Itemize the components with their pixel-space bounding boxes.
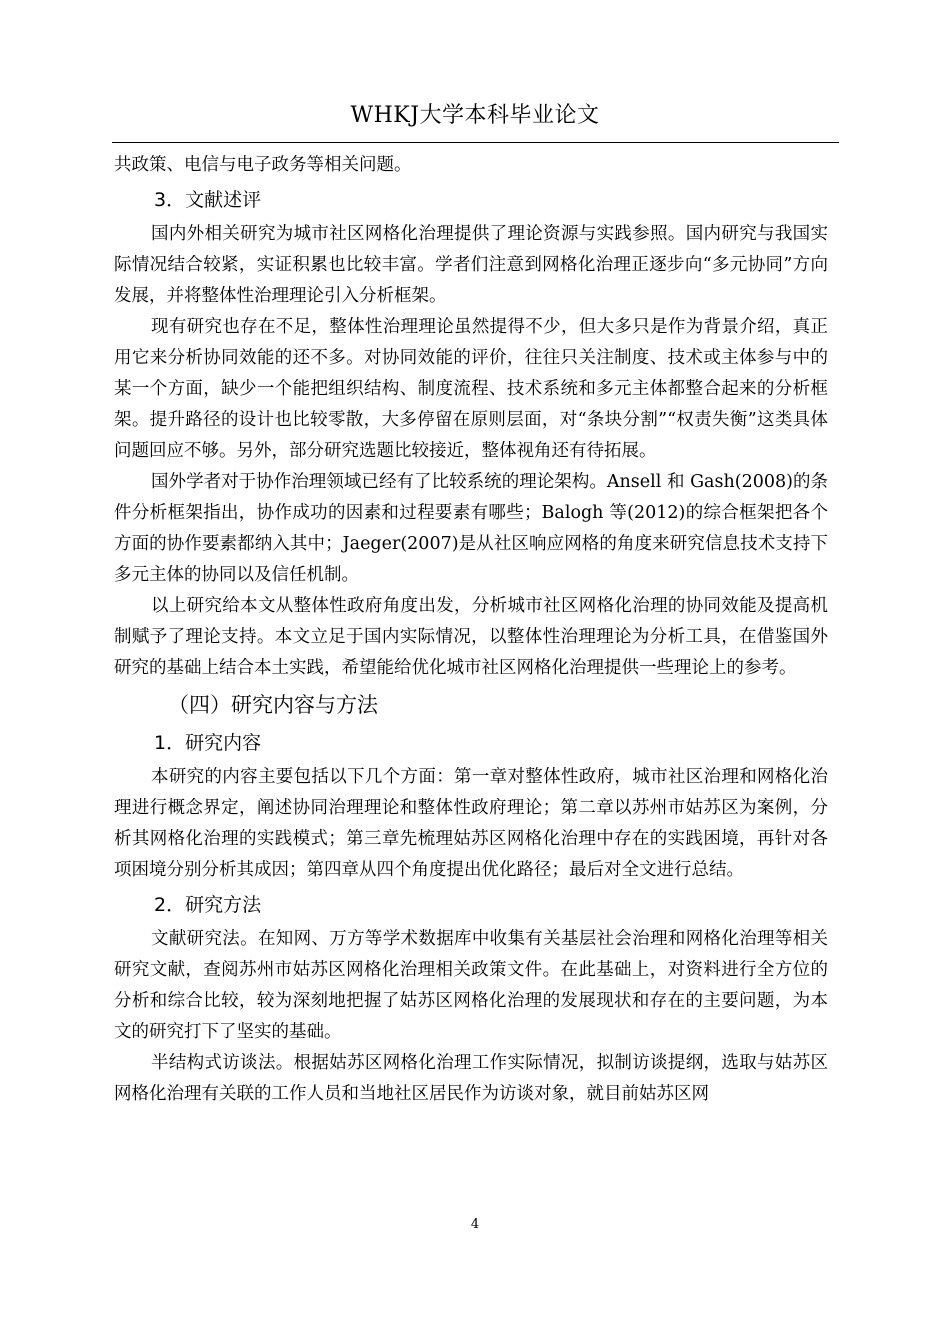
paragraph: 文献研究法。在知网、万方等学术数据库中收集有关基层社会治理和网格化治理等相关研究文献，查阅苏州市姑苏区网格化治理相关政策文件。在此基础上，对资料进行全方位的分析和综合比较，较为深刻地把握了姑苏区网格化治理的发展现状和存在的主要问题，为本文的研究打下了坚实的基础。 [114,929,828,1042]
running-header: WHKJ大学本科毕业论文 [350,103,600,128]
paragraph: 半结构式访谈法。根据姑苏区网格化治理工作实际情况，拟制访谈提纲，选取与姑苏区网格化治理有关联的工作人员和当地社区居民作为访谈对象，就目前姑苏区网 [114,1053,828,1104]
paragraph: 国外学者对于协作治理领域已经有了比较系统的理论架构。Ansell 和 Gash(2008)的条件分析框架指出，协作成功的因素和过程要素有哪些；Balogh 等(2012)的综合框架把各个方面的协作要素都纳入其中；Jaeger(2007)是从社区响应网格的角度来研究信息技术支持下多元主体的协同以及信任机制。 [114,472,828,585]
paragraph: 现有研究也存在不足，整体性治理理论虽然提得不少，但大多只是作为背景介绍，真正用它来分析协同效能的还不多。对协同效能的评价，往往只关注制度、技术或主体参与中的某一个方面，缺少一个能把组织结构、制度流程、技术系统和多元主体都整合起来的分析框架。提升路径的设计也比较零散，大多停留在原则层面，对“条块分割”“权责失衡”这类具体问题回应不够。另外，部分研究选题比较接近，整体视角还有待拓展。 [114,317,828,461]
paragraph: 以上研究给本文从整体性政府角度出发，分析城市社区网格化治理的协同效能及提高机制赋予了理论支持。本文立足于国内实际情况，以整体性治理理论为分析工具，在借鉴国外研究的基础上结合本土实践，希望能给优化城市社区网格化治理提供一些理论上的参考。 [114,596,828,678]
paragraph: 国内外相关研究为城市社区网格化治理提供了理论资源与实践参照。国内研究与我国实际情况结合较紧，实证积累也比较丰富。学者们注意到网格化治理正逐步向“多元协同”方向发展，并将整体性治理理论引入分析框架。 [114,224,828,306]
paragraph-continued: 共政策、电信与电子政务等相关问题。 [114,155,412,175]
body-text [114,150,828,1110]
page-number: 4 [470,1217,480,1232]
subsection-heading-research-content: 1．研究内容 [154,732,262,754]
subsection-heading-research-methods: 2．研究方法 [154,894,262,916]
paragraph: 本研究的内容主要包括以下几个方面：第一章对整体性政府，城市社区治理和网格化治理进行概念界定，阐述协同治理理论和整体性政府理论；第二章以苏州市姑苏区为案例，分析其网格化治理的实践模式；第三章先梳理姑苏区网格化治理中存在的实践困境，再针对各项困境分别分析其成因；第四章从四个角度提出优化路径；最后对全文进行总结。 [114,767,828,880]
section-heading-literature-review: 3．文献述评 [154,189,262,211]
section-heading-content-and-methods: （四）研究内容与方法 [168,693,378,717]
header-rule [112,142,839,143]
